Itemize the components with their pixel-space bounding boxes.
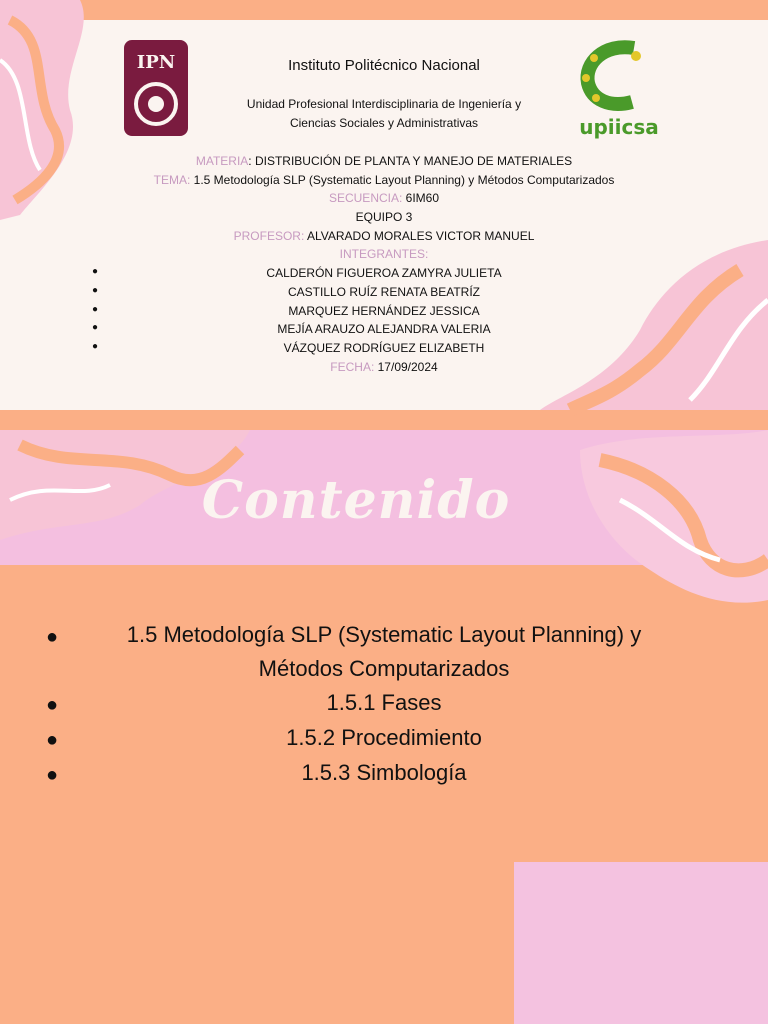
secuencia-label: SECUENCIA:	[328, 191, 403, 205]
tema-row	[0, 173, 768, 187]
bullet-icon: ●	[46, 729, 59, 751]
integrante-item: MARQUEZ HERNÁNDEZ JESSICA	[288, 304, 480, 318]
bullet-icon: ●	[92, 266, 99, 277]
unit-name-line1: Unidad Profesional Interdisciplinaria de Ingeniería y	[246, 97, 522, 111]
integrante-item: CASTILLO RUÍZ RENATA BEATRÍZ	[287, 285, 481, 299]
bullet-icon: ●	[92, 341, 99, 352]
ipn-logo-text: IPN	[136, 52, 176, 73]
contenido-item: 1.5.2 Procedimiento	[286, 725, 482, 750]
secuencia-value: 6IM60	[402, 191, 440, 205]
integrante-item: VÁZQUEZ RODRÍGUEZ ELIZABETH	[283, 341, 485, 355]
profesor-value: ALVARADO MORALES VICTOR MANUEL	[304, 229, 535, 243]
contenido-item-continuation: Métodos Computarizados	[258, 656, 510, 681]
secuencia-row	[0, 191, 768, 205]
fecha-label: FECHA:	[330, 360, 375, 374]
bullet-icon: ●	[46, 694, 59, 716]
materia-label: MATERIA	[195, 154, 249, 168]
tema-label: TEMA:	[153, 173, 191, 187]
unit-name-line2: Ciencias Sociales y Administrativas	[289, 116, 479, 130]
materia-row	[0, 154, 768, 168]
fecha-row	[0, 360, 768, 374]
materia-value: : DISTRIBUCIÓN DE PLANTA Y MANEJO DE MATERIALES	[248, 154, 573, 168]
integrante-item: CALDERÓN FIGUEROA ZAMYRA JULIETA	[266, 266, 502, 280]
bullet-icon: ●	[92, 322, 99, 333]
bullet-icon: ●	[46, 764, 59, 786]
bullet-icon: ●	[92, 285, 99, 296]
profesor-label: PROFESOR:	[233, 229, 305, 243]
integrantes-label: INTEGRANTES:	[339, 247, 429, 261]
contenido-item: 1.5.1 Fases	[326, 690, 442, 715]
fecha-value: 17/09/2024	[374, 360, 438, 374]
upiicsa-logo-text: upiicsa	[579, 115, 659, 139]
contenido-title: Contenido	[201, 470, 511, 531]
tema-value: 1.5 Metodología SLP (Systematic Layout Planning) y Métodos Computarizados	[190, 173, 615, 187]
contenido-item: 1.5.3 Simbología	[301, 760, 467, 785]
contenido-item: 1.5 Metodología SLP (Systematic Layout Planning) y	[126, 622, 642, 647]
integrante-item: MEJÍA ARAUZO ALEJANDRA VALERIA	[277, 322, 491, 336]
bullet-icon: ●	[46, 626, 59, 648]
equipo-row: EQUIPO 3	[355, 210, 413, 224]
profesor-row	[0, 229, 768, 243]
bullet-icon: ●	[92, 304, 99, 315]
institute-name: Instituto Politécnico Nacional	[288, 57, 480, 74]
